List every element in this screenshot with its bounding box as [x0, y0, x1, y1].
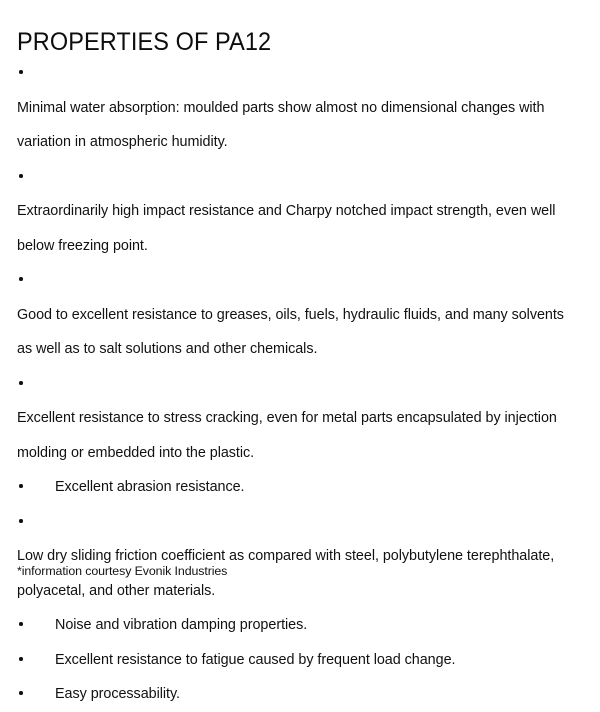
- list-item-text: Easy processability.: [55, 686, 180, 702]
- list-item-text: Excellent resistance to fatigue caused by frequent load change.: [55, 651, 456, 668]
- list-item-text: Excellent resistance to stress cracking, even for metal parts encapsulated by injection molding or embedded into the plastic.: [17, 410, 557, 461]
- list-item-text: Noise and vibration damping properties.: [55, 617, 308, 633]
- list-item-text: Extraordinarily high impact resistance and Charpy notched impact strength, even well below freezing point.: [17, 203, 556, 254]
- list-item-text: Good to excellent resistance to greases, oils, fuels, hydraulic fluids, and many solvents as well as to salt solutions and other chemicals.: [17, 306, 564, 357]
- list-item-fatigue-resistance: [0, 643, 600, 678]
- properties-bullet-list: [0, 56, 600, 712]
- list-item-abrasion-resistance: [0, 470, 600, 505]
- bullet-dot-icon: [17, 263, 55, 298]
- bullet-dot-icon: [17, 160, 55, 195]
- list-item-processability: [0, 677, 600, 712]
- list-item-water-absorption: [0, 56, 600, 160]
- list-item-text: Excellent abrasion resistance.: [55, 479, 245, 495]
- bullet-dot-icon: [17, 505, 55, 540]
- list-item-stress-cracking: [0, 367, 600, 471]
- bullet-dot-icon: [17, 643, 55, 678]
- bullet-dot-icon: [17, 367, 55, 402]
- list-item-text: Minimal water absorption: moulded parts show almost no dimensional changes with variation in atmospheric humidity.: [17, 99, 545, 150]
- list-item-noise-damping: [0, 608, 600, 643]
- bullet-dot-icon: [17, 56, 55, 91]
- list-item-chemical-resistance: [0, 263, 600, 367]
- bullet-dot-icon: [17, 677, 55, 712]
- list-item-friction-coefficient: [0, 505, 600, 609]
- list-item-text: Low dry sliding friction coefficient as compared with steel, polybutylene terephthalate, polyacetal, and other materials.: [17, 548, 555, 599]
- source-footnote: *information courtesy Evonik Industries: [17, 564, 228, 578]
- page-title: PROPERTIES OF PA12: [17, 27, 272, 56]
- list-item-impact-resistance: [0, 160, 600, 264]
- bullet-dot-icon: [17, 470, 55, 505]
- bullet-dot-icon: [17, 608, 55, 643]
